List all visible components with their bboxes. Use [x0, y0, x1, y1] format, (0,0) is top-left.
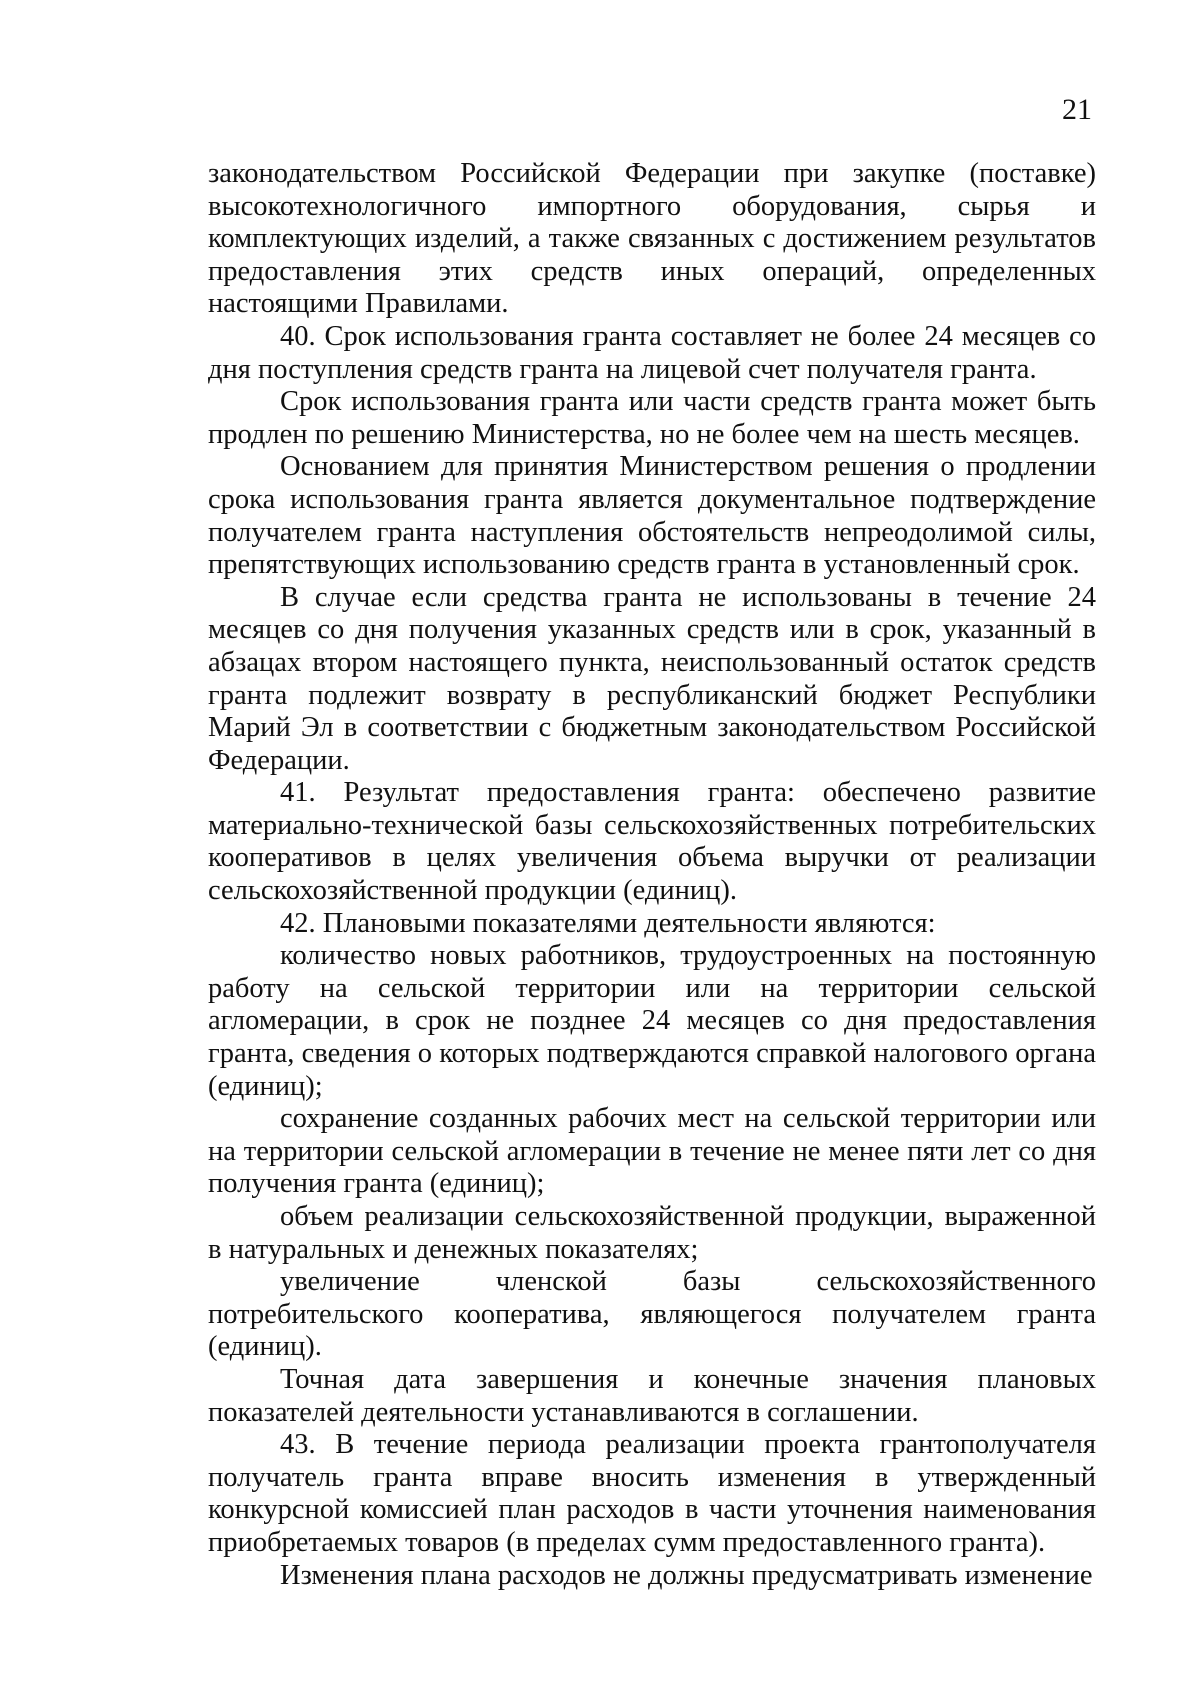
page-number: 21 — [1062, 93, 1092, 126]
paragraph-extension-basis: Основанием для принятия Министерством решения о продлении срока использования гранта является документальное подтверждение получателем гранта наступления обстоятельств непреодолимой силы, препятствующих использованию средств гранта в установленный срок. — [208, 451, 1096, 581]
paragraph-indicators-agreement: Точная дата завершения и конечные значения плановых показателей деятельности устанавливаются в соглашении. — [208, 1363, 1096, 1428]
paragraph-clause-41: 41. Результат предоставления гранта: обеспечено развитие материально-технической базы сельскохозяйственных потребительских кооперативов в целях увеличения объема выручки от реализации сельскохозяйственной продукции (единиц). — [208, 777, 1096, 907]
paragraph-extension-term: Срок использования гранта или части средств гранта может быть продлен по решению Министерства, но не более чем на шесть месяцев. — [208, 386, 1096, 450]
paragraph-indicator-new-workers: количество новых работников, трудоустроенных на постоянную работу на сельской территории или на территории сельской агломерации, в срок не позднее 24 месяцев со дня предоставления гранта, сведения о которых подтверждаются справкой налогового органа (единиц); — [208, 940, 1096, 1102]
paragraph-clause-40: 40. Срок использования гранта составляет не более 24 месяцев со дня поступления средств гранта на лицевой счет получателя гранта. — [208, 320, 1096, 385]
paragraph-indicator-sales-volume: объем реализации сельскохозяйственной продукции, выраженной в натуральных и денежных показателях; — [208, 1201, 1096, 1265]
paragraph-indicator-retained-jobs: сохранение созданных рабочих мест на сельской территории или на территории сельской агломерации в течение не менее пяти лет со дня получения гранта (единиц); — [208, 1103, 1096, 1200]
paragraph-indicator-membership: увеличение членской базы сельскохозяйственного потребительского кооператива, являющегося получателем гранта (единиц). — [208, 1266, 1096, 1363]
document-body — [208, 158, 1096, 1592]
paragraph-continuation: законодательством Российской Федерации при закупке (поставке) высокотехнологичного импортного оборудования, сырья и комплектующих изделий, а также связанных с достижением результатов предоставления этих средств иных операций, определенных настоящими Правилами. — [208, 158, 1096, 320]
paragraph-expense-plan-changes: Изменения плана расходов не должны предусматривать изменение — [280, 1559, 1093, 1591]
paragraph-unused-funds: В случае если средства гранта не использованы в течение 24 месяцев со дня получения указанных средств или в срок, указанный в абзацах втором настоящего пункта, неиспользованный остаток средств гранта подлежит возврату в республиканский бюджет Республики Марий Эл в соответствии с бюджетным законодательством Российской Федерации. — [208, 581, 1096, 776]
paragraph-clause-42: 42. Плановыми показателями деятельности являются: — [280, 907, 936, 939]
paragraph-clause-43: 43. В течение периода реализации проекта грантополучателя получатель гранта вправе вносить изменения в утвержденный конкурсной комиссией план расходов в части уточнения наименования приобретаемых товаров (в пределах сумм предоставленного гранта). — [208, 1429, 1096, 1558]
